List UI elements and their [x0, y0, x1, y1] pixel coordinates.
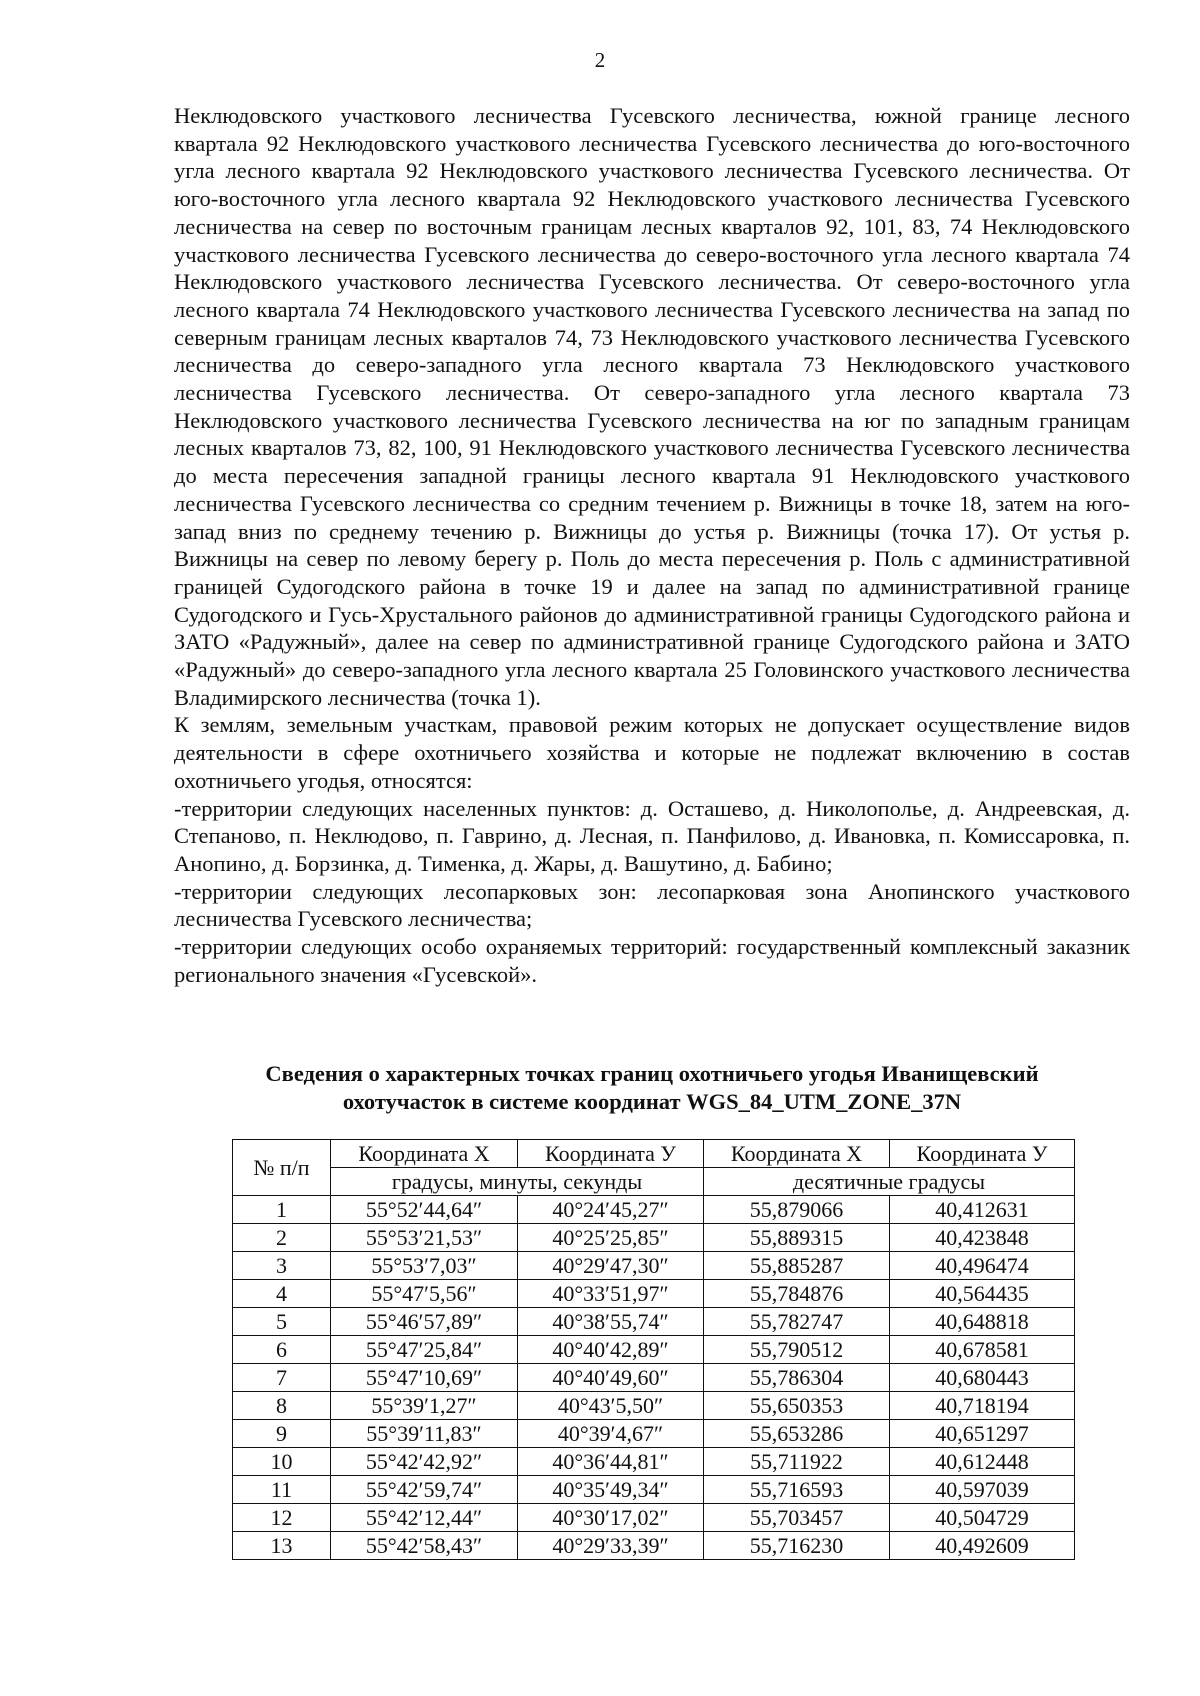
- cell-coord-x-dms: 55°52′44,64″: [331, 1196, 518, 1224]
- cell-coord-y-decimal: 40,612448: [890, 1448, 1075, 1476]
- cell-coord-y-decimal: 40,564435: [890, 1280, 1075, 1308]
- cell-coord-y-dms: 40°24′45,27″: [518, 1196, 704, 1224]
- paragraph-protected-territories: -территории следующих особо охраняемых территорий: государственный комплексный заказник регионального значения «Гусевской».: [174, 934, 1130, 987]
- cell-coord-x-dms: 55°53′7,03″: [331, 1252, 518, 1280]
- cell-coord-x-dms: 55°42′59,74″: [331, 1476, 518, 1504]
- cell-coord-y-decimal: 40,492609: [890, 1532, 1075, 1560]
- table-row: [233, 1504, 1075, 1532]
- cell-coord-y-dms: 40°40′42,89″: [518, 1336, 704, 1364]
- cell-coord-x-decimal: 55,790512: [704, 1336, 890, 1364]
- cell-point-number: 10: [233, 1448, 331, 1476]
- table-row: [233, 1280, 1075, 1308]
- header-coord-x-decimal: Координата X: [704, 1140, 890, 1168]
- cell-coord-y-decimal: 40,504729: [890, 1504, 1075, 1532]
- cell-coord-y-decimal: 40,680443: [890, 1364, 1075, 1392]
- cell-coord-x-decimal: 55,716230: [704, 1532, 890, 1560]
- cell-coord-x-decimal: 55,879066: [704, 1196, 890, 1224]
- table-body: [233, 1196, 1075, 1560]
- cell-coord-x-dms: 55°53′21,53″: [331, 1224, 518, 1252]
- paragraph-settlements: -территории следующих населенных пунктов: д. Осташево, д. Николополье, д. Андреевская, д. Степаново, п. Неклюдово, п. Гаврино, д. Лесная, п. Панфилово, д. Ивановка, п. Комиссаровка, п. Анопино, д. Борзинка, д. Тименка, д. Жары, д. Вашутино, д. Бабино;: [174, 795, 1130, 876]
- paragraph-boundary-description: Неклюдовского участкового лесничества Гусевского лесничества, южной границе лесного квартала 92 Неклюдовского участкового лесничества Гусевского лесничества до юго-восточного угла лесного квартала 92 Неклюдовского участкового лесничества Гусевского лесничества. От юго-восточного угла лесного квартала 92 Неклюдовского участкового лесничества Гусевского лесничества на север по восточным границам лесных кварталов 92, 101, 83, 74 Неклюдовского участкового лесничества Гусевского лесничества до северо-восточного угла лесного квартала 74 Неклюдовского участкового лесничества Гусевского лесничества. От северо-восточного угла лесного квартала 74 Неклюдовского участкового лесничества Гусевского лесничества на запад по северным границам лесных кварталов 74, 73 Неклюдовского участкового лесничества Гусевского лесничества до северо-западного угла лесного квартала 73 Неклюдовского участкового лесничества Гусевского лесничества. От северо-западного угла лесного квартала 73 Неклюдовского участкового лесничества Гусевского лесничества на юг по западным границам лесных кварталов 73, 82, 100, 91 Неклюдовского участкового лесничества Гусевского лесничества до места пересечения западной границы лесного квартала 91 Неклюдовского участкового лесничества Гусевского лесничества со средним течением р. Вижницы в точке 18, затем на юго-запад вниз по среднему течению р. Вижницы до устья р. Вижницы (точка 17). От устья р. Вижницы на север по левому берегу р. Поль до места пересечения р. Поль с административной границей Судогодского района в точке 19 и далее на запад по административной границе Судогодского и Гусь-Хрустального районов до административной границы Судогодского района и ЗАТО «Радужный», далее на север по административной границе Судогодского района и ЗАТО «Радужный» до северо-западного угла лесного квартала 25 Головинского участкового лесничества Владимирского лесничества (точка 1).: [174, 103, 1130, 710]
- table-title-line: охотучасток в системе координат WGS_84_UTM_ZONE_37N: [342, 1089, 962, 1114]
- table-row: [233, 1392, 1075, 1420]
- table-header-units-row: [233, 1168, 1075, 1196]
- cell-coord-y-dms: 40°29′33,39″: [518, 1532, 704, 1560]
- cell-coord-y-dms: 40°30′17,02″: [518, 1504, 704, 1532]
- table-row: [233, 1196, 1075, 1224]
- cell-coord-y-decimal: 40,412631: [890, 1196, 1075, 1224]
- cell-point-number: 3: [233, 1252, 331, 1280]
- cell-coord-x-dms: 55°42′42,92″: [331, 1448, 518, 1476]
- table-row: [233, 1364, 1075, 1392]
- table-row: [233, 1420, 1075, 1448]
- cell-coord-x-decimal: 55,786304: [704, 1364, 890, 1392]
- cell-coord-x-dms: 55°47′25,84″: [331, 1336, 518, 1364]
- cell-coord-y-dms: 40°43′5,50″: [518, 1392, 704, 1420]
- table-title-line: Сведения о характерных точках границ охотничьего угодья Иванищевский: [265, 1061, 1039, 1086]
- cell-coord-y-decimal: 40,648818: [890, 1308, 1075, 1336]
- cell-point-number: 5: [233, 1308, 331, 1336]
- cell-coord-y-dms: 40°29′47,30″: [518, 1252, 704, 1280]
- cell-point-number: 4: [233, 1280, 331, 1308]
- table-row: [233, 1224, 1075, 1252]
- header-dms-units: градусы, минуты, секунды: [331, 1168, 704, 1196]
- cell-coord-x-dms: 55°47′5,56″: [331, 1280, 518, 1308]
- table-header-row: [233, 1140, 1075, 1168]
- table-row: [233, 1308, 1075, 1336]
- cell-coord-y-dms: 40°40′49,60″: [518, 1364, 704, 1392]
- cell-coord-x-decimal: 55,889315: [704, 1224, 890, 1252]
- cell-point-number: 1: [233, 1196, 331, 1224]
- cell-coord-y-decimal: 40,496474: [890, 1252, 1075, 1280]
- cell-point-number: 7: [233, 1364, 331, 1392]
- header-decimal-units: десятичные градусы: [704, 1168, 1075, 1196]
- cell-coord-y-dms: 40°35′49,34″: [518, 1476, 704, 1504]
- cell-coord-x-decimal: 55,703457: [704, 1504, 890, 1532]
- cell-point-number: 6: [233, 1336, 331, 1364]
- cell-coord-x-decimal: 55,782747: [704, 1308, 890, 1336]
- paragraph-excluded-lands-intro: К землям, земельным участкам, правовой режим которых не допускает осуществление видов деятельности в сфере охотничьего хозяйства и которые не подлежат включению в состав охотничьего угодья, относятся:: [174, 712, 1130, 793]
- table-row: [233, 1336, 1075, 1364]
- cell-coord-y-decimal: 40,678581: [890, 1336, 1075, 1364]
- cell-coord-x-dms: 55°46′57,89″: [331, 1308, 518, 1336]
- cell-coord-x-dms: 55°42′58,43″: [331, 1532, 518, 1560]
- cell-coord-x-decimal: 55,653286: [704, 1420, 890, 1448]
- cell-coord-x-dms: 55°39′1,27″: [331, 1392, 518, 1420]
- cell-coord-y-dms: 40°39′4,67″: [518, 1420, 704, 1448]
- cell-coord-x-decimal: 55,650353: [704, 1392, 890, 1420]
- cell-coord-y-decimal: 40,597039: [890, 1476, 1075, 1504]
- cell-point-number: 9: [233, 1420, 331, 1448]
- cell-coord-y-dms: 40°38′55,74″: [518, 1308, 704, 1336]
- cell-coord-y-decimal: 40,423848: [890, 1224, 1075, 1252]
- cell-coord-x-decimal: 55,711922: [704, 1448, 890, 1476]
- header-coord-x: Координата X: [331, 1140, 518, 1168]
- cell-coord-x-dms: 55°42′12,44″: [331, 1504, 518, 1532]
- cell-point-number: 2: [233, 1224, 331, 1252]
- header-num: № п/п: [233, 1140, 331, 1196]
- cell-coord-x-decimal: 55,716593: [704, 1476, 890, 1504]
- cell-point-number: 11: [233, 1476, 331, 1504]
- cell-coord-x-dms: 55°47′10,69″: [331, 1364, 518, 1392]
- page-number: 2: [594, 48, 606, 72]
- cell-coord-x-dms: 55°39′11,83″: [331, 1420, 518, 1448]
- table-row: [233, 1252, 1075, 1280]
- cell-coord-y-dms: 40°25′25,85″: [518, 1224, 704, 1252]
- cell-coord-x-decimal: 55,885287: [704, 1252, 890, 1280]
- cell-point-number: 13: [233, 1532, 331, 1560]
- table-row: [233, 1532, 1075, 1560]
- cell-coord-y-dms: 40°36′44,81″: [518, 1448, 704, 1476]
- cell-coord-y-dms: 40°33′51,97″: [518, 1280, 704, 1308]
- header-coord-y-decimal: Координата У: [890, 1140, 1075, 1168]
- cell-point-number: 8: [233, 1392, 331, 1420]
- cell-point-number: 12: [233, 1504, 331, 1532]
- table-row: [233, 1476, 1075, 1504]
- table-title: [174, 1060, 1130, 1116]
- cell-coord-y-decimal: 40,651297: [890, 1420, 1075, 1448]
- body-text: [174, 102, 1130, 989]
- paragraph-forest-park-zones: -территории следующих лесопарковых зон: лесопарковая зона Анопинского участкового лесничества Гусевского лесничества;: [174, 878, 1130, 932]
- table-row: [233, 1448, 1075, 1476]
- header-coord-y: Координата У: [518, 1140, 704, 1168]
- coordinates-table: [232, 1139, 1075, 1560]
- cell-coord-x-decimal: 55,784876: [704, 1280, 890, 1308]
- cell-coord-y-decimal: 40,718194: [890, 1392, 1075, 1420]
